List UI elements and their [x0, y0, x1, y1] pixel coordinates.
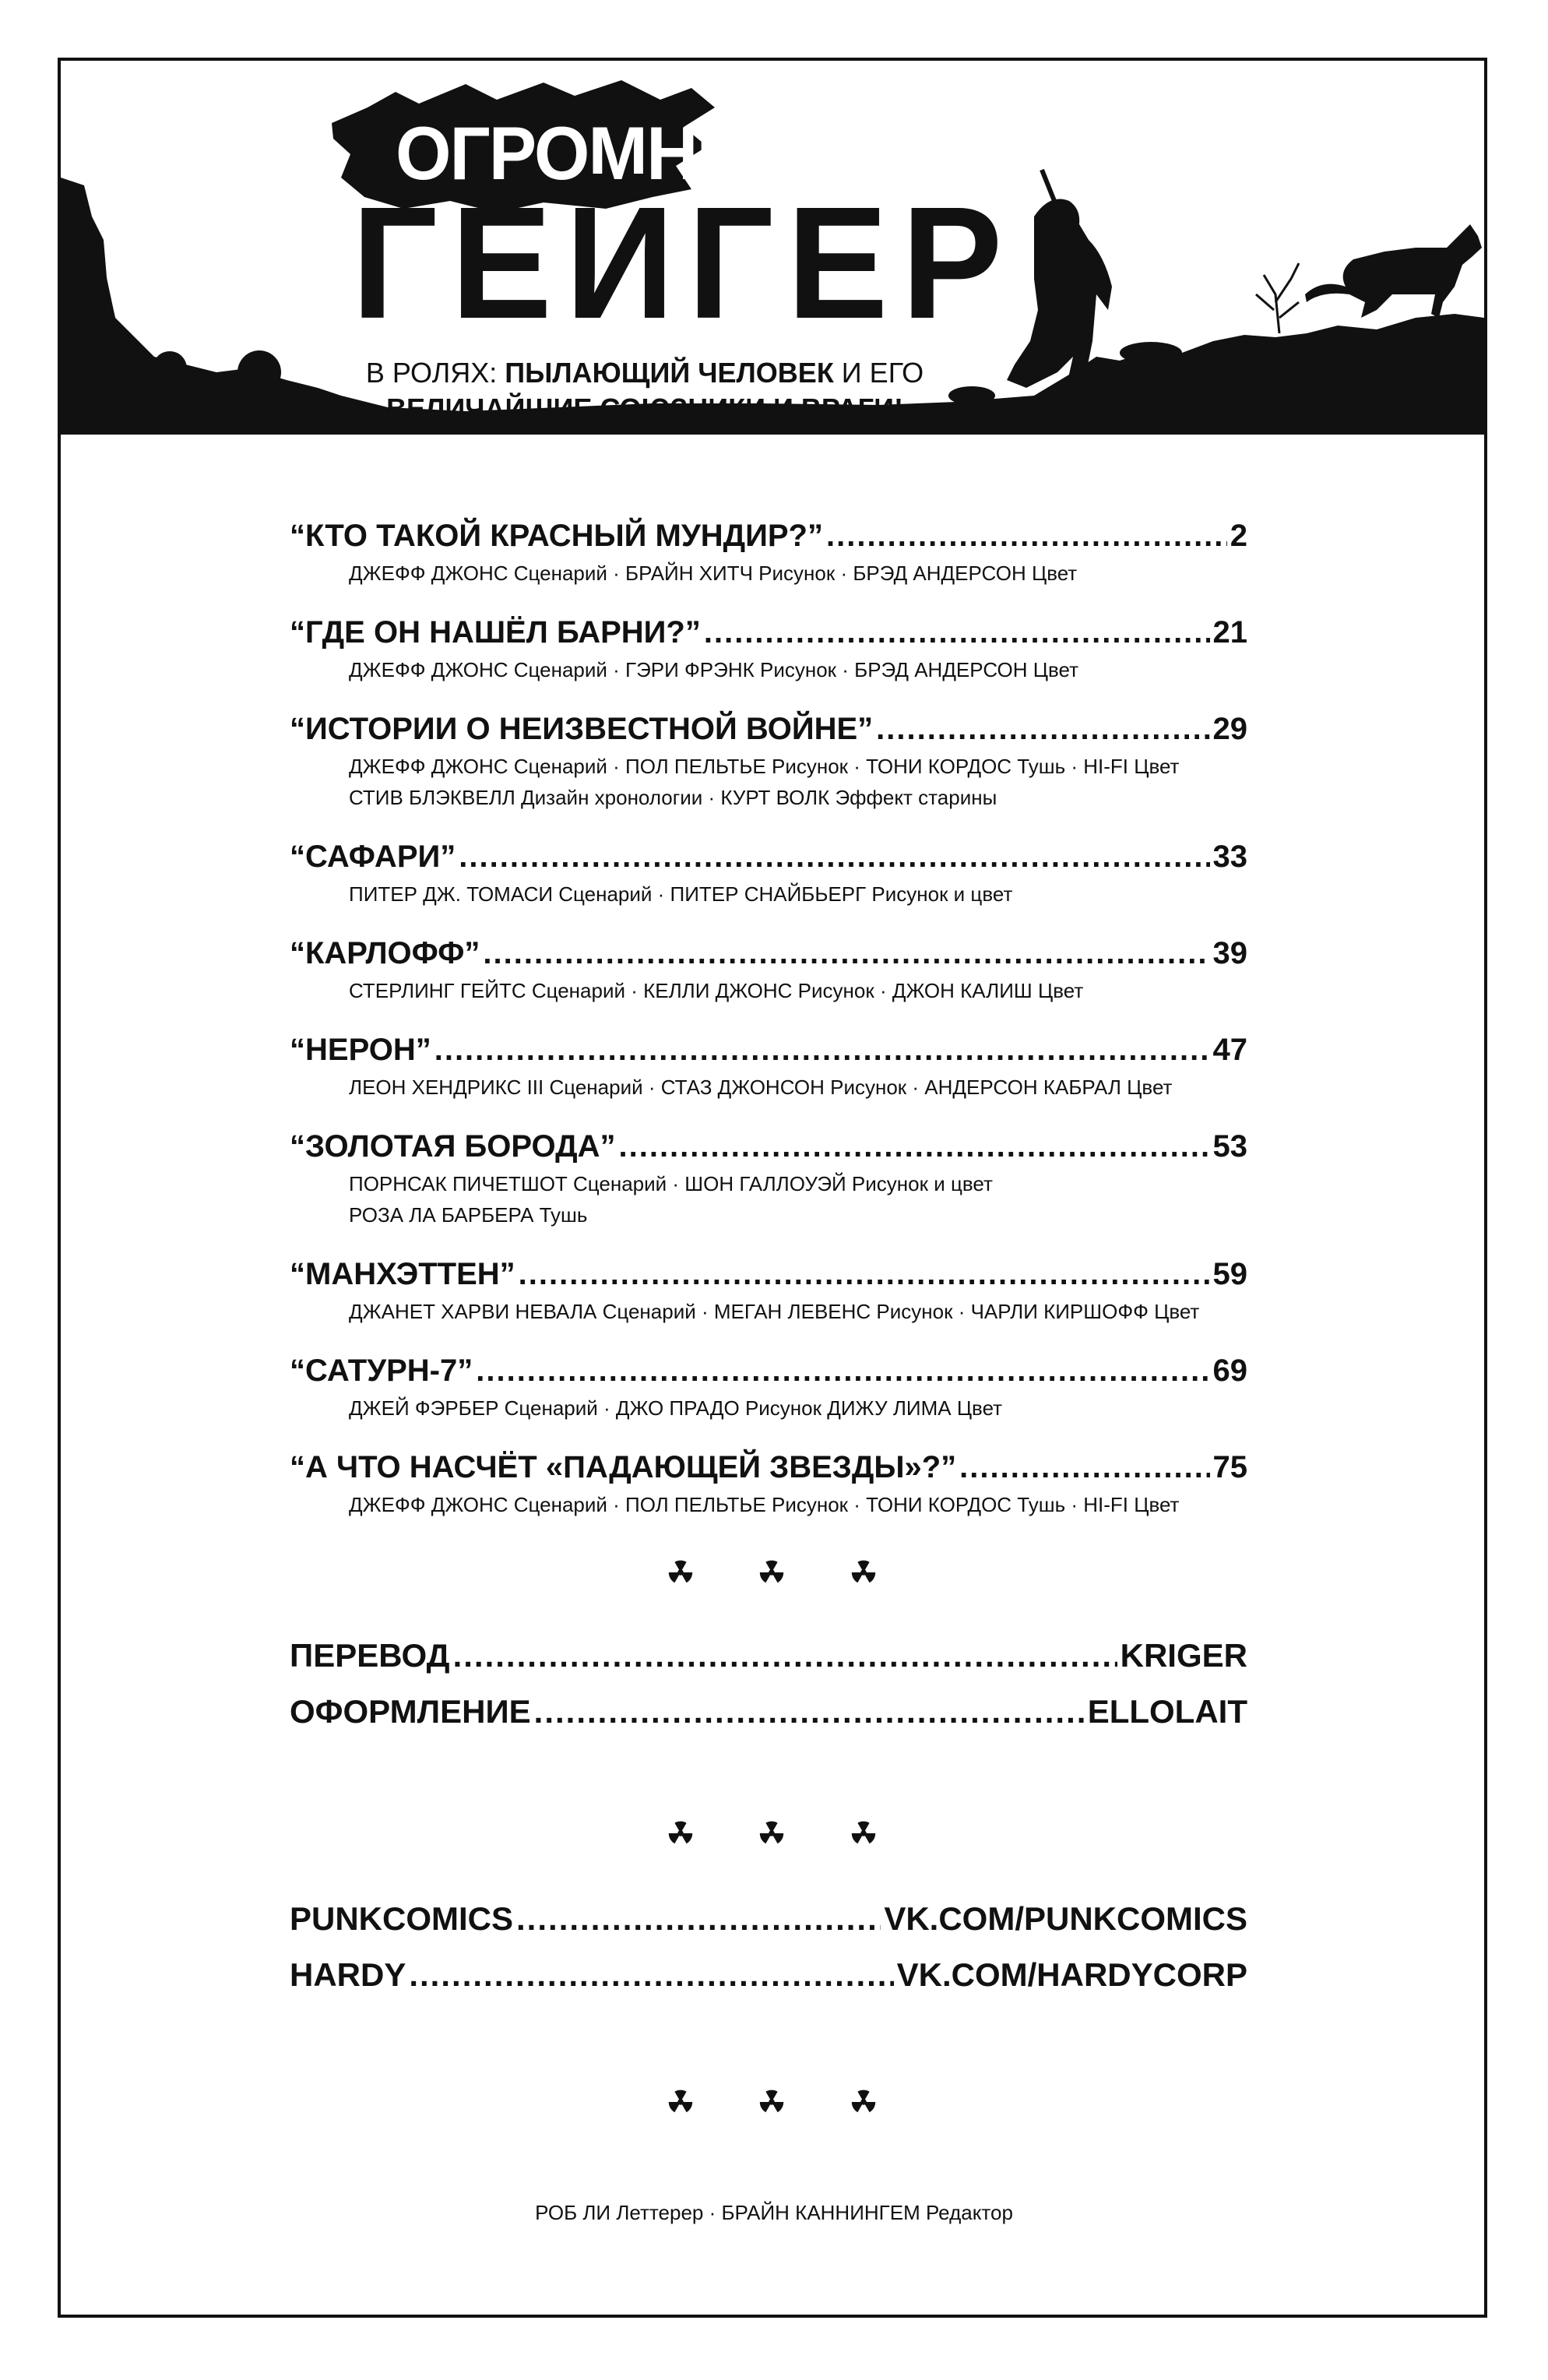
link-url[interactable]: VK.COM/PUNKCOMICS: [884, 1900, 1247, 1937]
leader-dots: [618, 1125, 1209, 1168]
toc-entry-page: 21: [1212, 615, 1247, 650]
links-block: [290, 1891, 1247, 2003]
leader-dots: [409, 1947, 893, 2003]
link-label: HARDY: [290, 1956, 406, 1993]
leader-dots: [453, 1628, 1117, 1684]
toc-entry-page: 59: [1212, 1257, 1247, 1291]
link-row[interactable]: [290, 1947, 1247, 2003]
leader-dots: [459, 835, 1209, 878]
toc-entry-title: “ГДЕ ОН НАШЁЛ БАРНИ?”: [290, 615, 701, 650]
toc-entry-page: 69: [1212, 1354, 1247, 1388]
toc-entry-credits: ЛЕОН ХЕНДРИКС III Сценарий · СТАЗ ДЖОНСОН Рисунок · АНДЕРСОН КАБРАЛ Цвет: [349, 1076, 1173, 1099]
toc-entry-page: 75: [1212, 1450, 1247, 1484]
leader-dots: [704, 611, 1210, 654]
leader-dots: [516, 1891, 881, 1947]
toc-entry: [290, 1445, 1247, 1520]
toc-entry-row: [290, 611, 1247, 654]
link-label: PUNKCOMICS: [290, 1900, 514, 1937]
radiation-icon: [757, 1818, 786, 1848]
link-url[interactable]: VK.COM/HARDYCORP: [896, 1956, 1247, 1993]
separator-row: [0, 1558, 1548, 1604]
team-label: ОФОРМЛЕНИЕ: [290, 1693, 531, 1730]
toc-entry: [290, 1252, 1247, 1327]
toc-entry-row: [290, 835, 1247, 878]
leader-dots: [476, 1349, 1209, 1392]
header-banner: [61, 61, 1484, 435]
team-value: KRIGER: [1120, 1637, 1247, 1674]
toc-entry-page: 33: [1212, 840, 1247, 874]
toc-entry-credits: ДЖЕФФ ДЖОНС Сценарий · ГЭРИ ФРЭНК Рисунок · БРЭД АНДЕРСОН Цвет: [349, 658, 1079, 681]
link-row[interactable]: [290, 1891, 1247, 1947]
team-value: ELLOLAIT: [1087, 1693, 1247, 1730]
toc-entry-credits: РОЗА ЛА БАРБЕРА Тушь: [349, 1203, 588, 1227]
radiation-icon: [757, 2087, 786, 2117]
toc-entry: [290, 1349, 1247, 1424]
leader-dots: [519, 1252, 1210, 1296]
team-label: ПЕРЕВОД: [290, 1637, 450, 1674]
leader-dots: [959, 1445, 1209, 1489]
leader-dots: [434, 1028, 1210, 1072]
toc-entry-credits: ПОРНСАК ПИЧЕТШОТ Сценарий · ШОН ГАЛЛОУЭЙ Рисунок и цвет: [349, 1172, 993, 1195]
toc-entry-page: 29: [1212, 712, 1247, 746]
toc-entry-row: [290, 514, 1247, 558]
leader-dots: [534, 1684, 1085, 1740]
subtitle-bold: ПЫЛАЮЩИЙ ЧЕЛОВЕК: [505, 357, 834, 389]
toc-entry-title: “КТО ТАКОЙ КРАСНЫЙ МУНДИР?”: [290, 519, 823, 553]
toc-entry-title: “САТУРН-7”: [290, 1354, 473, 1388]
toc-entry-credits: ДЖЕФФ ДЖОНС Сценарий · ПОЛ ПЕЛЬТЬЕ Рисунок · ТОНИ КОРДОС Тушь · HI-FI Цвет: [349, 1493, 1180, 1516]
radiation-icon: [666, 1558, 695, 1587]
subtitle-prefix: В РОЛЯХ:: [365, 357, 505, 389]
title-line-1: ОГРОМНЫЙ: [396, 111, 815, 196]
toc-entry-title: “НЕРОН”: [290, 1033, 431, 1067]
table-of-contents: [290, 514, 1247, 1542]
toc-entry-title: “КАРЛОФФ”: [290, 936, 480, 970]
toc-entry-title: “МАНХЭТТЕН”: [290, 1257, 515, 1291]
team-row: [290, 1628, 1247, 1684]
leader-dots: [876, 707, 1209, 751]
toc-entry-credits: ДЖЕЙ ФЭРБЕР Сценарий · ДЖО ПРАДО Рисунок ДИЖУ ЛИМА Цвет: [349, 1396, 1003, 1420]
toc-entry-row: [290, 1445, 1247, 1489]
radiation-icon: [757, 1558, 786, 1587]
toc-entry: [290, 611, 1247, 685]
toc-entry: [290, 835, 1247, 910]
toc-entry: [290, 1125, 1247, 1230]
team-credits: [290, 1628, 1247, 1740]
toc-entry-row: [290, 1028, 1247, 1072]
toc-entry-row: [290, 931, 1247, 975]
toc-entry-title: “САФАРИ”: [290, 840, 456, 874]
toc-entry-credits: ПИТЕР ДЖ. ТОМАСИ Сценарий · ПИТЕР СНАЙБЬЕРГ Рисунок и цвет: [349, 882, 1013, 906]
toc-entry: [290, 514, 1247, 589]
subtitle-mid: И ЕГО: [833, 357, 924, 389]
subtitle: [294, 355, 995, 427]
leader-dots: [826, 514, 1227, 558]
toc-entry-title: “ЗОЛОТАЯ БОРОДА”: [290, 1129, 616, 1164]
toc-entry-row: [290, 1125, 1247, 1168]
toc-entry-title: “ИСТОРИИ О НЕИЗВЕСТНОЙ ВОЙНЕ”: [290, 712, 874, 746]
subtitle-line-2: ВЕЛИЧАЙШИЕ СОЮЗНИКИ И ВРАГИ!: [386, 393, 903, 424]
toc-entry-credits: ДЖЕФФ ДЖОНС Сценарий · ПОЛ ПЕЛЬТЬЕ Рисунок · ТОНИ КОРДОС Тушь · HI-FI Цвет: [349, 755, 1180, 778]
toc-entry-credits: СТИВ БЛЭКВЕЛЛ Дизайн хронологии · КУРТ ВОЛК Эффект старины: [349, 786, 997, 809]
toc-entry-page: 39: [1212, 936, 1247, 970]
radiation-icon: [666, 2087, 695, 2117]
toc-entry-credits: СТЕРЛИНГ ГЕЙТС Сценарий · КЕЛЛИ ДЖОНС Рисунок · ДЖОН КАЛИШ Цвет: [349, 979, 1084, 1002]
toc-entry-page: 47: [1212, 1033, 1247, 1067]
footer-credits: РОБ ЛИ Леттерер · БРАЙН КАННИНГЕМ Редактор: [535, 2201, 1013, 2224]
toc-entry: [290, 1028, 1247, 1103]
toc-entry-credits: ДЖЕФФ ДЖОНС Сценарий · БРАЙН ХИТЧ Рисунок · БРЭД АНДЕРСОН Цвет: [349, 562, 1078, 585]
radiation-icon: [666, 1818, 695, 1848]
toc-entry-row: [290, 1252, 1247, 1296]
toc-entry: [290, 931, 1247, 1006]
toc-entry-page: 53: [1212, 1129, 1247, 1164]
radiation-icon: [849, 1818, 878, 1848]
toc-entry: [290, 707, 1247, 813]
toc-entry-row: [290, 707, 1247, 751]
toc-entry-row: [290, 1349, 1247, 1392]
title-line-2: ГЕЙГЕР: [351, 174, 1016, 352]
team-row: [290, 1684, 1247, 1740]
radiation-icon: [849, 1558, 878, 1587]
toc-entry-title: “А ЧТО НАСЧЁТ «ПАДАЮЩЕЙ ЗВЕЗДЫ»?”: [290, 1450, 957, 1484]
leader-dots: [483, 931, 1209, 975]
separator-row: [0, 2087, 1548, 2134]
separator-row: [0, 1818, 1548, 1865]
toc-entry-page: 2: [1230, 519, 1247, 553]
toc-entry-credits: ДЖАНЕТ ХАРВИ НЕВАЛА Сценарий · МЕГАН ЛЕВЕНС Рисунок · ЧАРЛИ КИРШОФФ Цвет: [349, 1300, 1200, 1323]
radiation-icon: [849, 2087, 878, 2117]
